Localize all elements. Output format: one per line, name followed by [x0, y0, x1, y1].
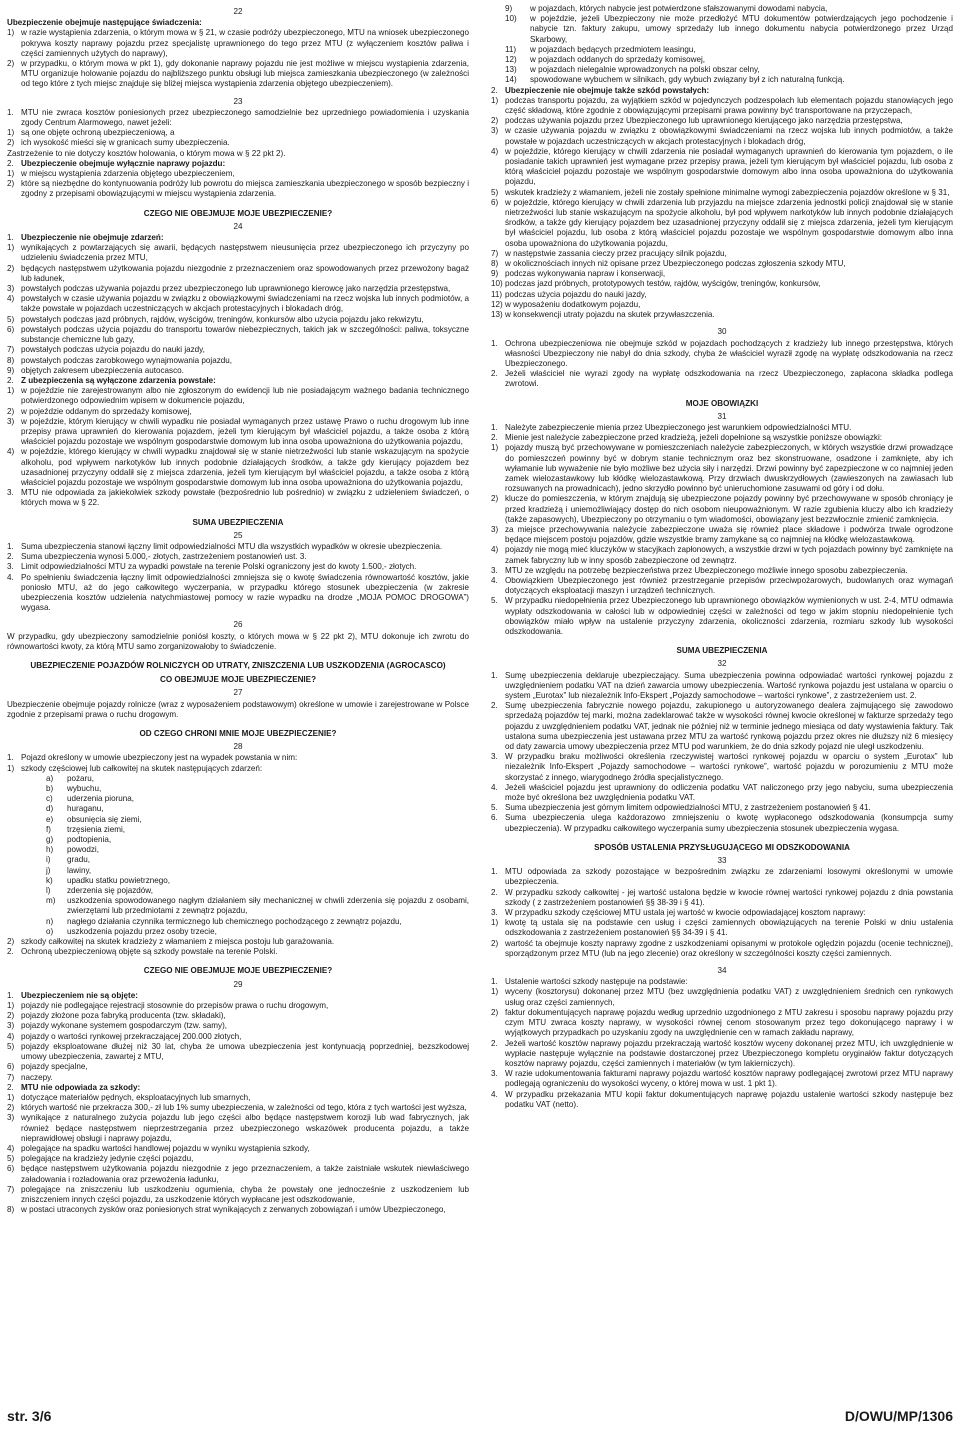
list-item: 9) objętych zakresem ubezpieczenia autocasco. — [7, 365, 184, 375]
list-item: 2. MTU nie odpowiada za szkody: — [7, 1082, 141, 1092]
list-item: d) huraganu, — [46, 804, 104, 814]
list-item: 2. Ochroną ubezpieczeniową objęte są szkody powstałe na terenie Polski. — [7, 947, 278, 957]
list-item: 4) w pojeździe, którego kierujący w chwili wypadku znajdował się w stanie nietrzeźwości lub stanie wskazującym na spożycie alkoholu, pod wpływem narkotyków lub innych podobnie działających środków, a także gdy kierujący pojazdem bez uzasadnionej przyczyny oddalił się z miejsca zdarzenia, jeżeli tym kierującym był właściciel pojazdu, a także osoba z którą właściciel pojazdu pozostaje we wspólnym gospodarstwie domowym lub inna osoba upoważniona do użytkowania pojazdu, — [7, 447, 469, 487]
heading: CO OBEJMUJE MOJE UBEZPIECZENIE? — [159, 675, 317, 685]
list-item: 6) w pojeździe, którego kierujący w chwili zdarzenia lub przyjazdu na miejsce zdarzenia jednostki policji znajdował się w stanie nietrzeźwości lub stanie wskazującym na spożycie alkoholu, był pod wpływem narkotyków lub innych podobnie działających środków, a także gdy kierujący pojazdem bez uzasadnionej przyczyny oddalił się z miejsca zdarzenia, jeżeli tym kierującym był właściciel pojazdu, lub osoba z którą właściciel pojazdu pozostaje we wspólnym gospodarstwie domowym albo inna osoba upoważniona do użytkowania pojazdu, — [491, 197, 953, 248]
paragraph: W przypadku, gdy ubezpieczony samodzielnie poniósł koszty, o których mowa w § 22 pkt 2), MTU dokonuje ich zwrotu do równowartości kwoty, za którą MTU samo zorganizowałoby to świadczenie. — [7, 631, 469, 651]
list-item: 2. Sumę ubezpieczenia fabrycznie nowego pojazdu, zakupionego u autoryzowanego dealera zajmującego się zawodowo sprzedażą pojazdów tej marki, można zadeklarować także w wysokości równej kwocie określonej w fakturze sprzedaży tego pojazdu z uwzględnieniem podatku VAT, jednak nie później niż w terminie jednego miesiąca od daty wystawienia faktury. Tak ustalona suma ubezpieczenia jest ustawana przez MTU za wartość rynkową pojazdu przez okres nie dłuższy niż 6 miesięcy od daty zawarcia umowy ubezpieczenia przez MTU pod warunkiem, że do dnia szkody pojazd nie uległ uszkodzeniu. — [491, 701, 953, 752]
list-item: e) obsunięcia się ziemi, — [46, 814, 142, 824]
list-item: 2. Jeżeli właściciel nie wyrazi zgody na wypłatę odszkodowania na rzecz Ubezpieczonego, zapłacona składka podlega zwrotowi. — [491, 369, 953, 389]
list-item: k) upadku statku powietrznego, — [46, 875, 171, 885]
list-item: 1. Ochrona ubezpieczeniowa nie obejmuje szkód w pojazdach pochodzących z kradzieży lub innego przestępstwa, których własności Ubezpieczony nie nabył do dnia szkody, chyba że właściciel wyraził zgodę na wypłatę odszkodowania na rzecz Ubezpieczonego. — [491, 338, 953, 368]
list-item: 2) podczas używania pojazdu przez Ubezpieczonego lub uprawnionego kierującego jako narzędzia przestępstwa, — [491, 116, 903, 126]
list-item: 9) w pojazdach, których nabycie jest potwierdzone sfałszowanymi dowodami nabycia, — [505, 4, 828, 13]
section-number: 29 — [233, 979, 243, 989]
list-item: 7) polegające na zniszczeniu lub uszkodzeniu ogumienia, chyba że powstały one jednocześnie z uszkodzeniem lub zniszczeniem innych części pojazdu, za uszkodzenie których wypłacane jest odszkodowanie, — [7, 1184, 469, 1204]
section-number: 25 — [233, 530, 243, 540]
list-item: 12) w wyposażeniu dodatkowym pojazdu, — [491, 299, 641, 309]
section-number: 31 — [717, 411, 727, 421]
list-item: 9) podczas wykonywania napraw i konserwacji, — [491, 269, 666, 279]
heading: OD CZEGO CHRONI MNIE MOJE UBEZPIECZENIE? — [139, 729, 337, 738]
list-item: 6) powstałych podczas użycia pojazdu do transportu towarów niebezpiecznych, takich jak w szczególności: paliwa, toksyczne substancje chemiczne lub gazy, — [7, 324, 469, 345]
list-item: j) lawiny, — [46, 865, 92, 875]
section-number: 34 — [717, 966, 727, 976]
list-item: n) nagłego działania czynnika termicznego lub chemicznego pochodzącego z zewnątrz pojazdu, — [46, 916, 402, 926]
section-number: 33 — [717, 856, 727, 866]
list-item: 3. MTU ze względu na potrzebę bezpieczeństwa przez Ubezpieczonego możliwie innego sposobu zabezpieczenia. — [491, 565, 908, 575]
paragraph: Ubezpieczenie obejmuje pojazdy rolnicze (wraz z wyposażeniem podstawowym) określone w umowie i zarejestrowane w Polsce zgodnie z przepisami prawa o ruchu drogowym. — [7, 699, 469, 719]
list-item: 4. Obowiązkiem Ubezpieczonego jest również przestrzeganie przepisów przeciwpożarowych, budowlanych oraz wymagań dotyczących eksploatacji maszyn i urządzeń technicznych. — [491, 575, 953, 596]
list-item: 1. Pojazd określony w umowie ubezpieczony jest na wypadek powstania w nim: — [7, 753, 298, 763]
list-item: m) uszkodzenia spowodowanego nagłym działaniem siły mechanicznej w chwili zderzenia się pojazdu z osobami, zwierzętami lub przedmiotami z zewnątrz pojazdu, — [46, 896, 469, 916]
list-item: 3. MTU nie odpowiada za jakiekolwiek szkody powstałe (bezpośrednio lub pośrednio) w związku z udzieleniem świadczeń, o których mowa w § 22. — [7, 488, 469, 508]
item-list — [7, 1093, 469, 1215]
list-item: 1) podczas transportu pojazdu, za wyjątkiem szkód w pojedynczych podzespołach lub elementach pojazdu stanowiących jego część składową, które zgodnie z obowiązującymi przepisami prawa powinny być transportowane na przyczepach, — [491, 95, 953, 116]
item-list — [491, 443, 953, 565]
list-item: 5. W przypadku niedopełnienia przez Ubezpieczonego lub uprawnionego obowiązków wymienionych w ust. 2-4, MTU odmawia wypłaty odszkodowania w całości lub w odpowiedniej części w zależności od tego w jakim stopniu niedopełnienie tych obowiązków miało wpływ na ustalenie przyczyny zdarzenia, okoliczności zdarzenia, rozmiaru szkody lub wysokości odszkodowania. — [491, 596, 953, 636]
list-item: h) powodzi, — [46, 845, 99, 855]
list-item: 1. Sumę ubezpieczenia deklaruje ubezpieczający. Suma ubezpieczenia powinna odpowiadać wartości rynkowej pojazdu z uwzględnieniem podatku VAT na dzień zawarcia umowy ubezpieczenia. Wartość rynkowa pojazdu jest ustalana w oparciu o system „Eurotax” lub niezależnik Info-Ekspert „Pojazdy samochodowe – wartości rynkowe”, z zastrzeżeniem ust. 2. — [491, 670, 953, 700]
list-item: a) pożaru, — [46, 773, 94, 783]
list-item: i) gradu, — [46, 855, 90, 865]
list-item: 6. Suma ubezpieczenia ulega każdorazowo zmniejszeniu o kwotę wypłaconego odszkodowania (konsumpcja sumy ubezpieczenia). W przypadku całkowitego wyczerpania sumy ubezpieczenia stosunek ubezpieczenia wygasa. — [491, 813, 953, 833]
item-list — [7, 1001, 469, 1083]
list-item: 2) szkody całkowitej na skutek kradzieży z włamaniem z miejsca postoju lub garażowania. — [7, 937, 335, 947]
list-item: 5) powstałych podczas jazd próbnych, rajdów, wyścigów, treningów, konkursów albo użycia pojazdu jako rekwizytu, — [7, 314, 424, 324]
item-list — [491, 918, 953, 959]
item-list — [491, 96, 953, 320]
list-item: 14) spowodowane wybuchem w silnikach, gdy wybuch związany był z ich naturalną funkcją. — [505, 75, 845, 85]
list-item: 12) w pojazdach oddanych do sprzedaży komisowej, — [505, 55, 706, 65]
paragraph: Ubezpieczenie obejmuje następujące świadczenia: — [7, 18, 202, 28]
heading: CZEGO NIE OBEJMUJE MOJE UBEZPIECZENIE? — [143, 966, 333, 976]
list-item: 2. Ubezpieczenie nie obejmuje także szkód powstałych: — [491, 85, 710, 95]
list-item: 2) w pojeździe oddanym do sprzedaży komisowej, — [7, 406, 192, 416]
section-number: 27 — [233, 688, 243, 698]
list-item: 7) naczepy. — [7, 1072, 53, 1082]
list-item: 4) powstałych w czasie używania pojazdu w związku z obowiązkowymi świadczeniami na rzecz wojska lub innych podmiotów, a także powstałe w pojazdach uczestniczących w akcjach protestacyjnych i blokadach dróg, — [7, 294, 469, 314]
list-item: 4) pojazdy o wartości rynkowej przekraczającej 200.000 złotych, — [7, 1031, 242, 1041]
list-item: 3. W przypadku braku możliwości określenia rzeczywistej wartości rynkowej pojazdu w oparciu o system „Eurotax” lub niezależnik Info-Ekspert „Pojazdy samochodowe – wartości rynkowe”, wartość pojazdu w porozumieniu z MTU może skorzystać z innego, wiarygodnego źródła specjalistycznego. — [491, 752, 953, 782]
list-item: o) uszkodzenia pojazdu przez osoby trzecie, — [46, 926, 217, 936]
list-item: 10) podczas jazd próbnych, prototypowych testów, rajdów, wyścigów, treningów, konkursów, — [491, 279, 821, 289]
paragraph: Zastrzeżenie to nie dotyczy kosztów holowania, o którym mowa w § 22 pkt 2). — [7, 148, 286, 158]
list-item: 6) będące następstwem użytkowania pojazdu niezgodnie z jego przeznaczeniem, a także zaistniałe wskutek niewłaściwego załadowania i rozładowania oraz przewożenia ładunku, — [7, 1164, 469, 1184]
list-item: 1) dotyczące materiałów pędnych, eksploatacyjnych lub smarnych, — [7, 1092, 251, 1102]
section-number: 32 — [717, 659, 727, 669]
list-item: 3) w czasie używania pojazdu w związku z obowiązkowymi świadczeniami na rzecz wojska lub innych podmiotów, a także powstałe w pojazdach uczestniczących w akcjach protestacyjnych i blokadach dróg, — [491, 126, 953, 146]
list-item: 7) powstałych podczas użycia pojazdu do nauki jazdy, — [7, 345, 205, 355]
heading: SUMA UBEZPIECZENIA — [676, 646, 768, 656]
list-item: 6) pojazdy specjalne, — [7, 1062, 88, 1072]
list-item: 5) pojazdy eksploatowane dłużej niż 30 lat, chyba że umowa ubezpieczenia jest kontynuacją poprzedniej, bezszkodowej umowy ubezpieczenia, zawartej z MTU, — [7, 1041, 469, 1062]
item-list — [491, 987, 953, 1038]
list-item: 1. Ubezpieczeniem nie są objęte: — [7, 990, 138, 1000]
heading: MOJE OBOWIĄZKI — [685, 398, 759, 408]
heading: SPOSÓB USTALENIA PRZYSŁUGUJĄCEGO MI ODSZKODOWANIA — [594, 842, 850, 852]
list-item: 2. Jeżeli wartość kosztów naprawy pojazdu przekraczają wartość kosztów wyceny dokonanej przez MTU, ich uwzględnienie w wypłacie następuje wyłącznie na podstawie dostarczonej przez Ubezpieczonego kompletu oryginałów faktur dotyczących kosztów naprawy pojazdu, części zamiennych i materiałów (w tym lakierniczych). — [491, 1038, 953, 1068]
list-item: 4) polegające na spadku wartości handlowej pojazdu w wyniku wystąpienia szkody, — [7, 1143, 310, 1153]
list-item: 3. Limit odpowiedzialności MTU za wypadki powstałe na terenie Polski ograniczony jest do kwoty 1.500,- złotych. — [7, 562, 417, 572]
list-item: 2. Mienie jest należycie zabezpieczone przed kradzieżą, jeżeli dopełnione są wszystkie poniższe obowiązki: — [491, 433, 883, 443]
list-item: 8) w postaci utraconych zysków oraz poniesionych strat wynikających z zerwanych zobowiązań i umów Ubezpieczonego, — [7, 1205, 446, 1215]
list-item: 5) polegające na kradzieży jedynie części pojazdu, — [7, 1154, 194, 1164]
list-item: 10) w pojeździe, jeżeli Ubezpieczony nie może przedłożyć MTU dokumentów potwierdzających jego pochodzenie i nabycie tzn. faktury zakupu, umowy sprzedaży lub innego dokumentu nabycia potwierdzonego przez Urząd Skarbowy, — [505, 14, 953, 44]
list-item: 13) w pojazdach nielegalnie wprowadzonych na polski obszar celny, — [505, 65, 760, 75]
list-item: 1. Ubezpieczenie nie obejmuje zdarzeń: — [7, 233, 164, 243]
list-item: 2. Suma ubezpieczenia wynosi 5.000,- złotych, zastrzeżeniem postanowień ust. 3. — [7, 552, 307, 562]
page-number: str. 3/6 — [7, 1408, 52, 1424]
list-item: 2) które są niezbędne do kontynuowania podróży lub powrotu do miejsca zamieszkania ubezpieczonego w sposób bezpieczny i zgodny z przepisami obowiązującymi w miejscu wystąpienia zdarzenia. — [7, 179, 469, 199]
list-item: 8) w okolicznościach innych niż opisane przez Ubezpieczonego podczas zgłoszenia szkody MTU, — [491, 259, 846, 269]
list-item: 1) są one objęte ochroną ubezpieczeniową, a — [7, 128, 175, 138]
list-item: 3) powstałych podczas używania pojazdu przez ubezpieczonego lub uprawnionego kierowcę jako narzędzia przestępstwa, — [7, 284, 451, 294]
list-item: 2. Z ubezpieczenia są wyłączone zdarzenia powstałe: — [7, 375, 216, 385]
list-item: 4) w pojeździe, którego kierujący w chwili zdarzenia nie posiadał wymaganych uprawnień do kierowania tym pojazdem, o ile posiadanie takich uprawnień jest wymagane przez przepisy prawa, jeżeli tym kierującym był właściciel pojazdu, lub osoba z którą właściciel pojazdu pozostaje we wspólnym gospodarstwie domowym albo inna osoba upoważniona do użytkowania pojazdu, — [491, 146, 953, 187]
list-item: 1) szkody częściowej lub całkowitej na skutek następujących zdarzeń: — [7, 763, 263, 773]
list-item: 3. W razie udokumentowania fakturami naprawy pojazdu wartość kosztów naprawy podlegającej zwrotowi przez MTU naprawy podlegają ograniczeniu do wysokości wyceny, o której mowa w ust. 1 pkt 1). — [491, 1069, 953, 1089]
list-item: 2) pojazdy złożone poza fabryką producenta (tzw. składaki), — [7, 1011, 226, 1021]
list-item: 3. W przypadku szkody częściowej MTU ustala jej wartość w kwocie odpowiadającej kosztom naprawy: — [491, 908, 866, 918]
list-item: g) podtopienia, — [46, 835, 112, 845]
list-item: l) zderzenia się pojazdów, — [46, 886, 153, 896]
list-item: 2. Ubezpieczenie obejmuje wyłącznie naprawy pojazdu: — [7, 158, 226, 168]
list-item: 1) pojazdy muszą być przechowywane w pomieszczeniach należycie zabezpieczonych, w których wszystkie drzwi prowadzące do pomieszczeń powinny być w dobrym stanie technicznym oraz bez skonstruowane, osadzone i zamknięte, aby ich wyłamanie lub wyważenie nie było możliwe bez użycia siły i narzędzi. Drzwi powinny być zapezpieczone w co najmniej jeden zamek wielozastawkowy lub kłódkę wielozastawkową. Przy drzwiach dwuskrzydłowych (zawieszonych na zawiasach lub rozsuwanych na prowadnicach), jedno skrzydło powinno być unieruchomione zasuwami od góry i od dołu. — [491, 443, 953, 494]
list-item: 1) w pojeździe nie zarejestrowanym albo nie zgłoszonym do ewidencji lub nie posiadającym ważnego badania technicznego potwierdzonego odpowiednim wpisem w dokumencie pojazdu, — [7, 386, 469, 406]
heading: UBEZPIECZENIE POJAZDÓW ROLNICZYCH OD UTRATY, ZNISZCZENIA LUB USZKODZENIA (AGROCASCO) — [30, 660, 446, 670]
list-item: 1) wyceny (kosztorysu) dokonanej przez MTU (bez uwzględnienia podatku VAT) z uwzględnieniem średnich cen rynkowych usług oraz części zamiennych, — [491, 987, 953, 1007]
list-item: 11) podczas użycia pojazdu do nauki jazdy, — [491, 289, 647, 299]
list-item: 8) powstałych podczas zarobkowego wynajmowania pojazdu, — [7, 355, 233, 365]
list-item: 1. MTU nie zwraca kosztów poniesionych przez ubezpieczonego samodzielnie bez uprzedniego powiadomienia i uzyskania zgody Centrum Alarmowego, nawet jeżeli: — [7, 107, 469, 128]
list-item: 3) pojazdy wykonane systemem gospodarczym (tzw. samy), — [7, 1021, 228, 1031]
list-item: 13) w konsekwencji utraty pojazdu na skutek przywłaszczenia. — [491, 310, 715, 320]
list-item: 3) w pojeździe, którym kierujący w chwili wypadku nie posiadał wymaganych przez ustawę Prawo o ruchu drogowym lub inne przepisy prawa uprawnień do kierowania pojazdem, jeżeli tym kierującym był właściciel pojazdu, a także osoba z którą właściciel pojazdu pozostaje we wspólnym gospodarstwie domowym lub inna osoba upoważniona do użytkowania pojazdu, — [7, 416, 469, 447]
list-item: 1. Suma ubezpieczenia stanowi łączny limit odpowiedzialności MTU dla wszystkich wypadków w okresie ubezpieczenia. — [7, 541, 443, 551]
list-item: 2) ich wysokość mieści się w granicach sumy ubezpieczenia. — [7, 138, 230, 148]
letter-list — [7, 774, 469, 937]
list-item: c) uderzenia pioruna, — [46, 794, 135, 804]
right-column — [491, 4, 953, 1110]
list-item: 3) za miejsce przechowywania należycie zabezpieczone uważa się również place składowe i podwórza trwale ogrodzone będące miejscem postoju pojazdów, gdzie wszystkie bramy zamykane są co najmniej na kłódkę wielozastawkową. — [491, 524, 953, 545]
list-item: 2) w przypadku, o którym mowa w pkt 1), gdy dokonanie naprawy pojazdu nie jest możliwe w miejscu wystąpienia zdarzenia, MTU organizuje holowanie pojazdu do najbliższego punktu obsługi lub miejsca zamieszkania ubezpieczonego (w zależności od tego które z tych miejsc znajduje się bliżej miejsca wystąpienia zdarzenia objętego ubezpieczeniem). — [7, 59, 469, 89]
left-column — [7, 4, 469, 1215]
item-list — [491, 4, 953, 86]
list-item: 5) wskutek kradzieży z włamaniem, jeżeli nie zostały spełnione minimalne wymogi zabezpieczenia pojazdów określone w § 31, — [491, 187, 950, 197]
section-number: 30 — [717, 327, 727, 337]
section-number: 24 — [233, 221, 243, 231]
list-item: 11) w pojazdach będących przedmiotem leasingu, — [505, 44, 696, 54]
section-number: 23 — [233, 96, 243, 106]
list-item: 2) będących następstwem użytkowania pojazdu niezgodnie z przeznaczeniem oraz spowodowanych przez przewożony bagaż lub ładunek, — [7, 263, 469, 283]
list-item: 5. Suma ubezpieczenia jest górnym limitem odpowiedzialności MTU, z zastrzeżeniem postanowień § 41. — [491, 803, 871, 813]
list-item: 1) w razie wystąpienia zdarzenia, o którym mowa w § 21, w czasie podróży ubezpieczonego, MTU na wniosek ubezpieczonego pokrywa koszty naprawy pojazdu przez specjalistę uprawnionego do tego przez MTU (z wyłączeniem kosztów paliwa i części zamiennych użytych do naprawy), — [7, 28, 469, 58]
list-item: 1) kwotę tą ustala się na podstawie cen usług i części zamiennych obowiązujących na terenie Polski w dniu ustalenia odszkodowania z zastrzeżeniem postanowień §§ 34-39 i § 41. — [491, 918, 953, 938]
section-number: 26 — [233, 620, 243, 630]
list-item: 4. Jeżeli właściciel pojazdu jest uprawniony do odliczenia podatku VAT naliczonego przy jego nabyciu, suma ubezpieczenia może być określona bez uwzględnienia podatku VAT. — [491, 782, 953, 803]
section-number: 28 — [233, 742, 243, 752]
list-item: 2) wartość ta obejmuje koszty naprawy zgodne z uszkodzeniami opisanymi w protokole oględzin pojazdu (ocenie technicznej), sporządzonym przez MTU (lub na jego zlecenie) oraz określony w szczególności koszty części zamiennych. — [491, 938, 953, 958]
list-item: 1. Należyte zabezpieczenie mienia przez Ubezpieczonego jest warunkiem odpowiedzialności MTU. — [491, 422, 852, 432]
list-item: 4) pojazdy nie mogą mieć kluczyków w stacyjkach zapłonowych, a wszystkie drzwi w tych pojazdach powinny być zamknięte na zamek fabryczny lub w inny sposób zabezpieczone od zewnątrz. — [491, 545, 953, 565]
list-item: b) wybuchu, — [46, 784, 102, 794]
list-item: f) trzęsienia ziemi, — [46, 824, 126, 834]
list-item: 2. W przypadku szkody całkowitej - jej wartość ustalona będzie w kwocie równej wartości rynkowej pojazdu z dnia powstania szkody ( z zastrzeżeniem postanowień §§ 38-39 i § 41). — [491, 887, 953, 907]
list-item: 2) faktur dokumentujących naprawę pojazdu według uprzednio uzgodnionego z MTU zakresu i sposobu naprawy pojazdu przy czym MTU zwraca koszty naprawy, w wysokości równej cenom stosowanym przez tego dokonującego naprawy i w wyjątkowych przypadkach po uzyskaniu zgody na uwzględnienie cen w ramach zakładu naprawy, — [491, 1007, 953, 1038]
list-item: 1. MTU odpowiada za szkody pozostające w bezpośrednim związku ze zdarzeniami losowymi określonymi w umowie ubezpieczenia. — [491, 867, 953, 887]
list-item: 4. W przypadku przekazania MTU kopii faktur dokumentujących naprawę pojazdu ustalenie wartości szkody następuje bez podatku VAT (netto). — [491, 1089, 953, 1109]
list-item: 1. Ustalenie wartości szkody następuje na podstawie: — [491, 977, 688, 987]
heading: SUMA UBEZPIECZENIA — [192, 517, 284, 527]
list-item: 2) których wartość nie przekracza 300,- zł lub 1% sumy ubezpieczenia, w zależności od tego, która z tych wartości jest wyższa, — [7, 1103, 467, 1113]
list-item: 3) wynikające z naturalnego zużycia pojazdu lub jego części albo będące następstwem korozji lub wad fabrycznych, jak również będące następstwem nieprzestrzegania przez ubezpieczonego wskazówek producenta pojazdu, a także nieprawidłowej obsługi i naprawy pojazdu, — [7, 1113, 469, 1143]
list-item: 1) w miejscu wystąpienia zdarzenia objętego ubezpieczeniem, — [7, 169, 235, 179]
list-item: 1) wynikających z powtarzających się awarii, będących następstwem nieusunięcia przez ubezpieczonego ich przyczyny po udzieleniu świadczenia przez MTU, — [7, 243, 469, 263]
list-item: 4. Po spełnieniu świadczenia łączny limit odpowiedzialności zmniejsza się o kwotę świadczenia równowartość kosztów, jakie poniosło MTU, aż do jego całkowitego wyczerpania, w przypadku którego stosunek ubezpieczenia (w zakresie ubezpieczenia kosztów udzielenia natychmiastowej pomocy w razie wypadku na drodze „MOJA POMOC DROGOWA”) wygasa. — [7, 572, 469, 613]
document-code: D/OWU/MP/1306 — [844, 1408, 953, 1424]
list-item: 2) klucze do pomieszczenia, w którym znajdują się ubezpieczone pojazdy powinny być przechowywane w sposób chroniący je przed kradzieżą i uniemożliwiający dostęp do nich osobom nieupoważnionym. W razie zgubienia kluczy albo ich kradzieży (także zapasowych), Ubezpieczony po otrzymaniu o tym wiadomości, obowiązany jest bezzwłocznie zmienić zamknięcia. — [491, 494, 953, 524]
list-item: 7) w następstwie zassania cieczy przez pracujący silnik pojazdu, — [491, 248, 727, 258]
list-item: 1) pojazdy nie podlegające rejestracji stosownie do przepisów prawa o ruchu drogowym, — [7, 1001, 329, 1011]
heading: CZEGO NIE OBEJMUJE MOJE UBEZPIECZENIE? — [143, 208, 333, 218]
section-number: 22 — [233, 7, 243, 16]
